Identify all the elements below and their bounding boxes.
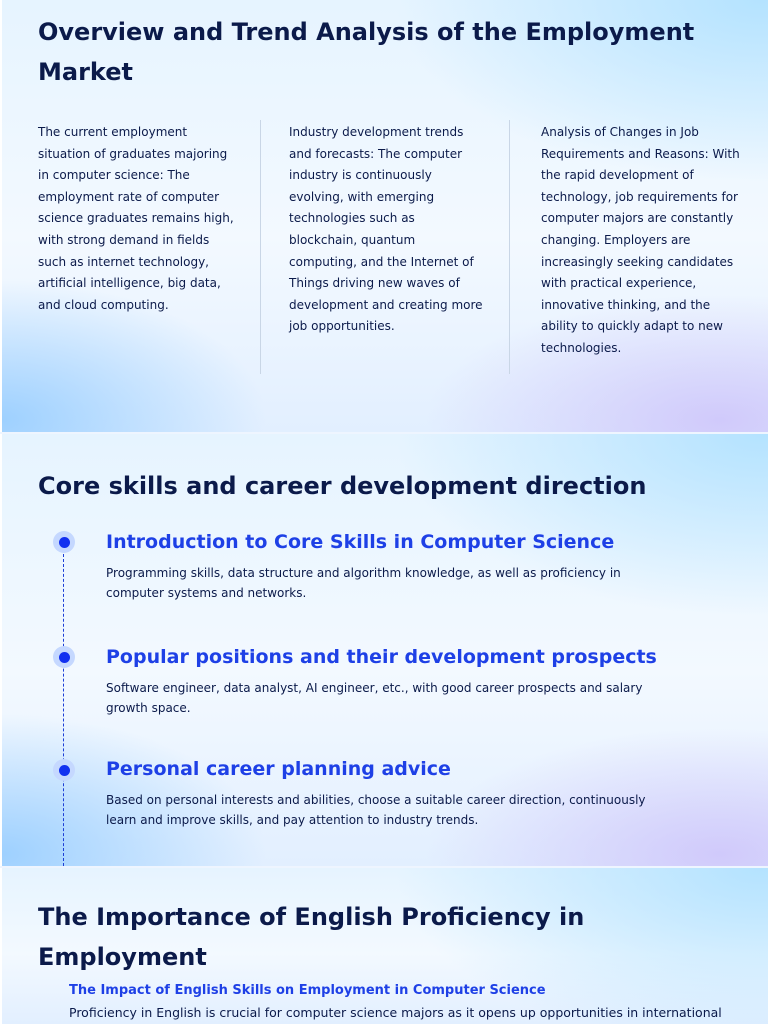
slide-title: The Importance of English Proficiency in Employment xyxy=(38,903,585,971)
column-industry-trends: Industry development trends and forecasts: The computer industry is continuously evolving, with emerging technologies such as blockchain, quantum computing, and the Internet of Things driving new waves of development and creating more job opportunities. xyxy=(289,125,483,334)
timeline-dot-icon xyxy=(53,759,75,781)
timeline-line xyxy=(63,544,64,866)
subsection-text: Proficiency in English is crucial for computer science majors as it opens up opportunities in international xyxy=(69,1005,722,1020)
timeline-item-text: Programming skills, data structure and algorithm knowledge, as well as proficiency in computer systems and networks. xyxy=(106,566,621,600)
timeline-item-text: Based on personal interests and abilities, choose a suitable career direction, continuously learn and improve skills, and pay attention to industry trends. xyxy=(106,793,646,827)
subsection-heading: The Impact of English Skills on Employment in Computer Science xyxy=(69,983,546,998)
timeline-item-text: Software engineer, data analyst, AI engineer, etc., with good career prospects and salary growth space. xyxy=(106,681,643,715)
column-current-situation: The current employment situation of graduates majoring in computer science: The employment rate of computer science graduates remains high, with strong demand in fields such as internet technology, artificial intelligence, big data, and cloud computing. xyxy=(38,125,234,312)
timeline-item-heading: Introduction to Core Skills in Computer Science xyxy=(106,531,615,553)
column-divider xyxy=(260,120,261,374)
timeline-item-heading: Personal career planning advice xyxy=(106,758,451,780)
timeline-dot-icon xyxy=(53,531,75,553)
column-divider xyxy=(509,120,510,374)
slide-core-skills xyxy=(0,434,768,866)
column-job-requirements: Analysis of Changes in Job Requirements and Reasons: With the rapid development of technology, job requirements for computer majors are constantly changing. Employers are increasingly seeking candidates with practical experience, innovative thinking, and the ability to quickly adapt to new technologies. xyxy=(541,125,740,355)
slide-title: Core skills and career development direction xyxy=(38,472,647,500)
slide-english-proficiency xyxy=(0,868,768,1024)
slide-employment-market xyxy=(0,0,768,432)
timeline-item-heading: Popular positions and their development prospects xyxy=(106,646,657,668)
timeline-dot-icon xyxy=(53,646,75,668)
slide-title: Overview and Trend Analysis of the Employment Market xyxy=(38,18,695,86)
